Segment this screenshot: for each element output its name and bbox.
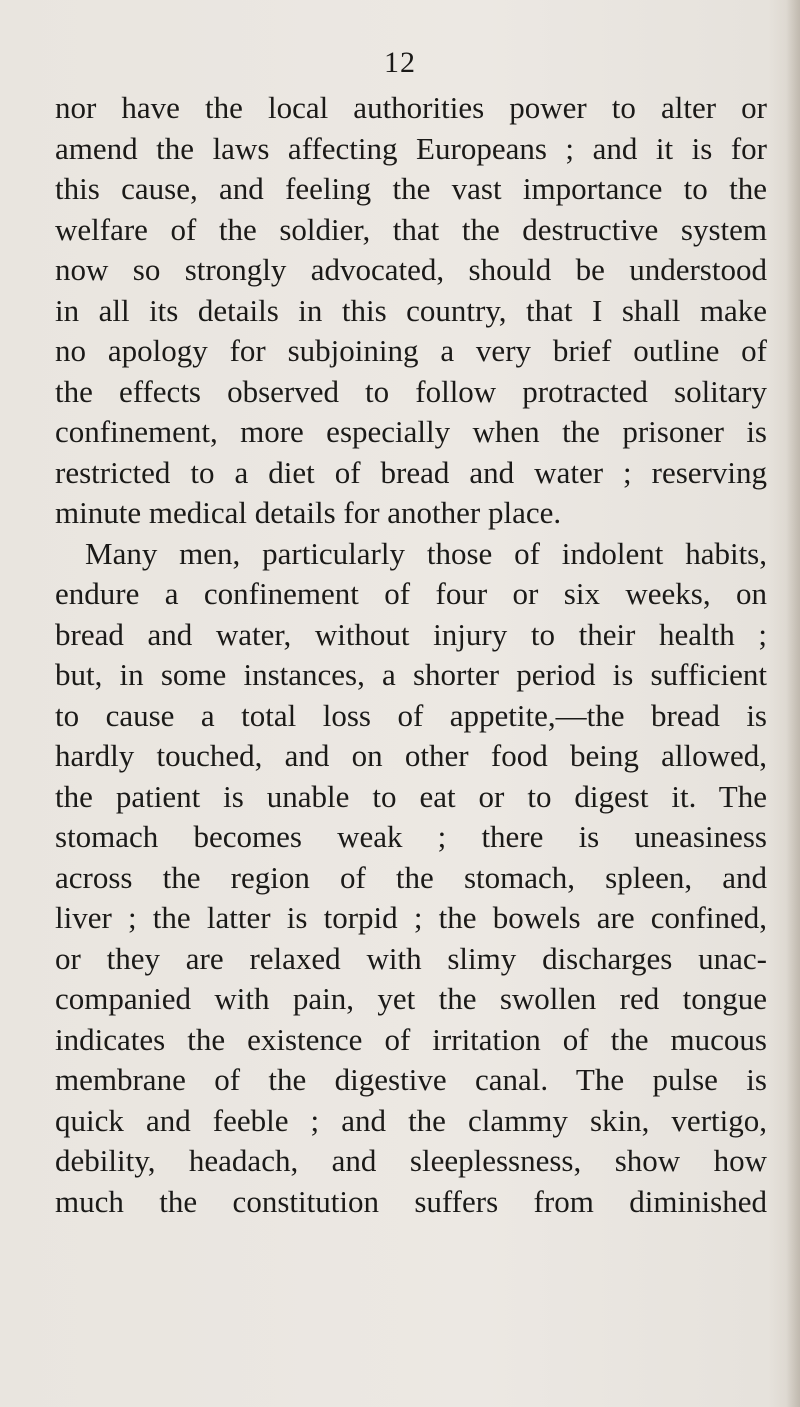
- text-line: confinement, more especially when the prisoner is: [55, 414, 767, 449]
- text-line: welfare of the soldier, that the destructive system: [55, 211, 767, 247]
- page-edge-shadow: [786, 0, 800, 1407]
- text-line: companied with pain, yet the swollen red tongue: [55, 981, 767, 1016]
- text-line: endure a confinement of four or six weeks, on: [55, 576, 767, 611]
- text-line: no apology for subjoining a very brief outline of: [55, 333, 767, 368]
- text-line: but, in some instances, a shorter period is sufficient: [55, 657, 767, 692]
- text-line: debility, headach, and sleeplessness, show how: [55, 1143, 767, 1178]
- text-line: in all its details in this country, that I shall make: [55, 292, 767, 328]
- text-line: across the region of the stomach, spleen, and: [55, 859, 767, 895]
- page-number: 12: [384, 46, 416, 79]
- text-line: quick and feeble ; and the clammy skin, vertigo,: [55, 1102, 767, 1138]
- text-line: amend the laws affecting Europeans ; and it is for: [55, 130, 767, 166]
- text-line: hardly touched, and on other food being allowed,: [55, 738, 767, 773]
- text-line: to cause a total loss of appetite,—the bread is: [55, 697, 767, 733]
- text-line: liver ; the latter is torpid ; the bowels are confined,: [55, 900, 767, 935]
- text-line: stomach becomes weak ; there is uneasiness: [55, 819, 767, 854]
- text-line: this cause, and feeling the vast importance to the: [55, 171, 767, 206]
- text-line: much the constitution suffers from diminished: [55, 1183, 767, 1219]
- text-line: or they are relaxed with slimy discharges unac-: [55, 940, 767, 976]
- text-line: nor have the local authorities power to alter or: [55, 90, 767, 125]
- text-line: now so strongly advocated, should be understood: [55, 252, 767, 287]
- text-line: membrane of the digestive canal. The pulse is: [55, 1062, 767, 1097]
- body-text: [55, 88, 767, 1222]
- text-line: bread and water, without injury to their health ;: [55, 616, 767, 652]
- text-line: the patient is unable to eat or to digest it. The: [55, 778, 767, 814]
- paragraph-start-line: Many men, particularly those of indolent habits,: [85, 535, 767, 571]
- text-line: restricted to a diet of bread and water ; reserving: [55, 454, 767, 490]
- text-line: the effects observed to follow protracted solitary: [55, 373, 767, 409]
- text-line: indicates the existence of irritation of the mucous: [55, 1021, 767, 1057]
- paragraph-end-line: minute medical details for another place.: [55, 495, 562, 530]
